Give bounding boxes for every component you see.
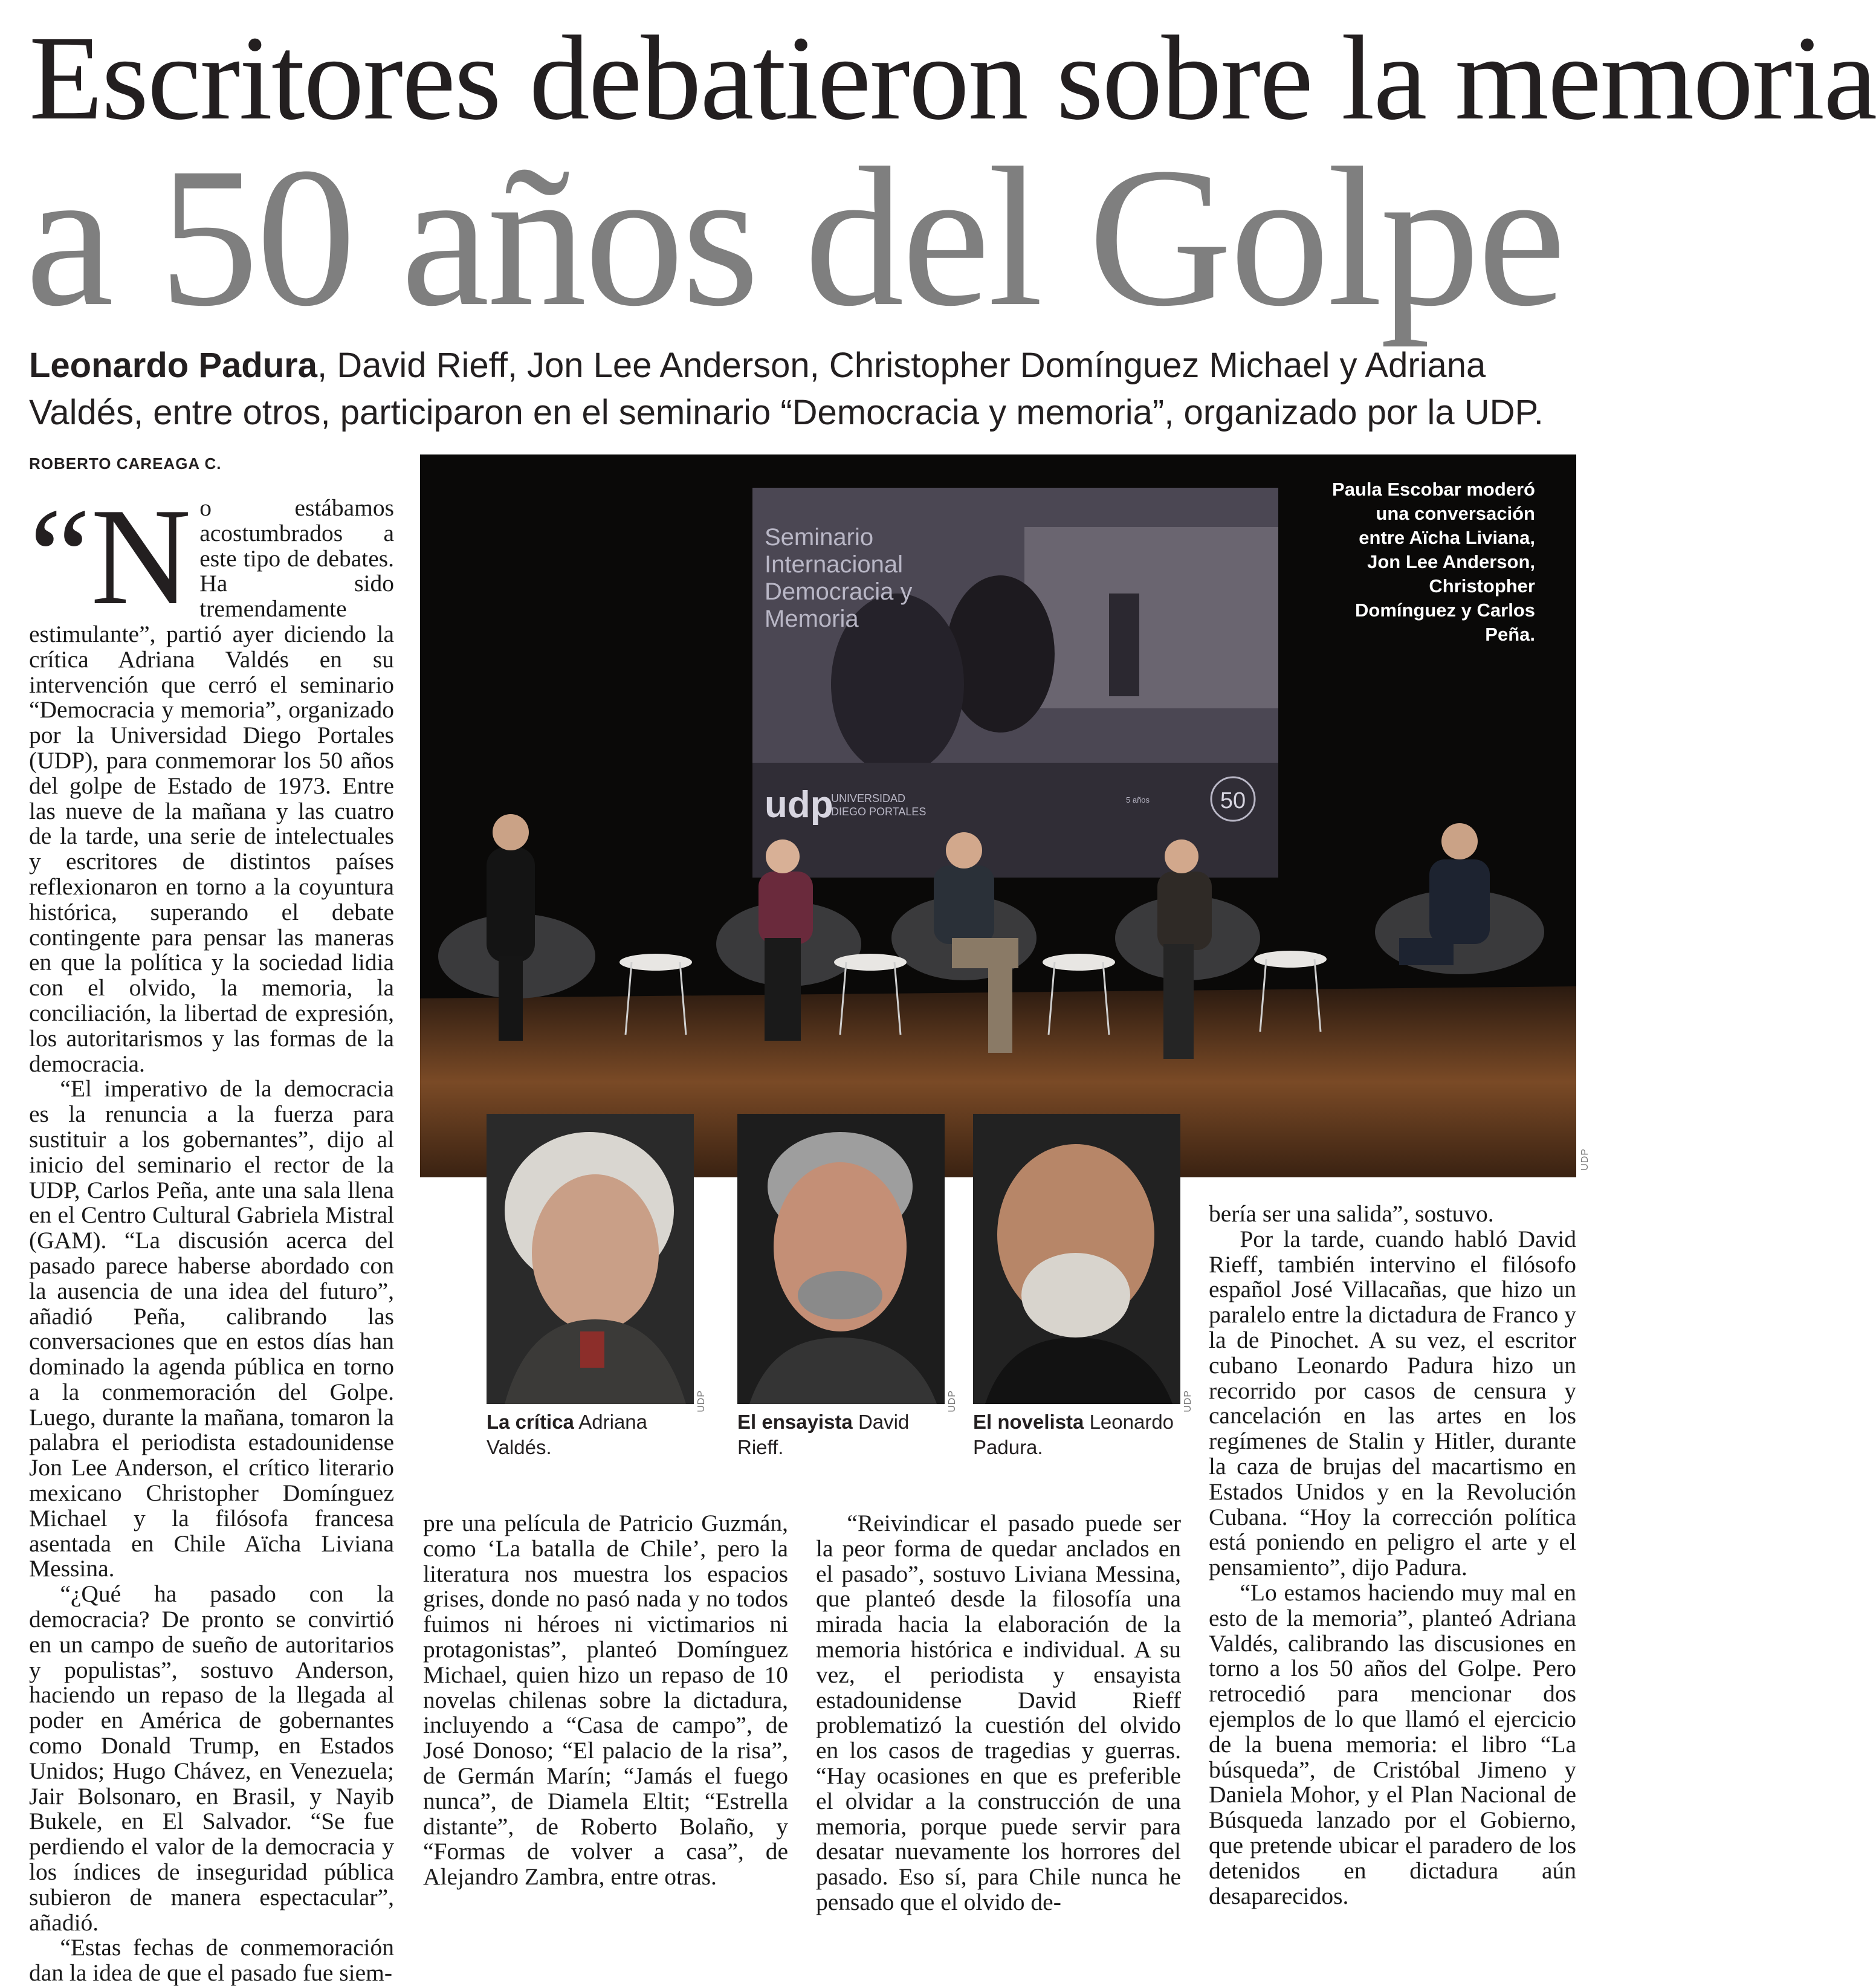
screen-small-text: 5 años (1126, 795, 1150, 804)
paragraph: o estábamos acostumbrados a este tipo de debates. Ha sido tremendamente estimulante”, partió ayer diciendo la crítica Adriana Valdés en su intervención que cerró el seminario “Democracia y memoria”, organizado por la Universidad Diego Portales (UDP), para conmemorar los 50 años del golpe de Estado de 1973. Entre las nueve de la mañana y las cuatro de la tarde, una serie de intelectuales y escritores de distintos países reflexionaron en torno a la coyuntura histórica, superando el debate contingente para pensar las maneras en que la política y la sociedad lidia con el olvido, la memoria, la conciliación, la libertad de expresión, los autoritarismos y las formas de la democracia. (29, 494, 394, 1077)
article-column-1 (29, 479, 394, 1986)
portrait-caption (487, 1409, 704, 1460)
portrait-caption (973, 1409, 1191, 1460)
screen-title-4: Memoria (765, 606, 859, 632)
portrait-role: La crítica (487, 1411, 574, 1433)
portrait-david-rieff (737, 1114, 945, 1404)
screen-logo-sub2: DIEGO PORTALES (831, 806, 927, 818)
portrait-leonardo-padura (973, 1114, 1180, 1404)
lead-paragraph (29, 479, 394, 1077)
paragraph: “Lo estamos haciendo muy mal en esto de la memoria”, planteó Adriana Valdés, calibrando las discusiones en torno a los 50 años del Golpe. Pero retrocedió para mencionar dos ejemplos de lo que llamó el ejercicio de la buena memoria: el libro “La búsqueda”, de Cristóbal Jimeno y Daniela Mohor, y el Plan Nacional de Búsqueda lanzado por el Gobierno, que pretende ubicar el paradero de los detenidos en dictadura aún desaparecidos. (1209, 1579, 1576, 1909)
drop-cap (29, 479, 192, 633)
drop-cap-letter: N (91, 479, 192, 633)
paragraph: “El imperativo de la democracia es la renuncia a la fuerza para sustituir a los gobernantes”, dijo al inicio del seminario el rector de la UDP, Carlos Peña, ante una sala llena en el Centro Cultural Gabriela Mistral (GAM). “La discusión acerca del pasado parece haberse abordado con la ausencia de una idea del futuro”, añadió Peña, calibrando las conversaciones que en estos días han dominado la agenda pública en torno a la conmemoración del Golpe. Luego, durante la mañana, tomaron la palabra el periodista estadounidense Jon Lee Anderson, el crítico literario mexicano Christopher Domínguez Michael y la filósofa francesa asentada en Chile Aïcha Liviana Messina. (29, 1075, 394, 1582)
paragraph: bería ser una salida”, sostuvo. (1209, 1200, 1494, 1227)
portrait-role: El novelista (973, 1411, 1084, 1433)
article-column-4 (1209, 1202, 1576, 1909)
portrait-name: David Rieff. (737, 1411, 910, 1458)
drop-cap-quote: “ (29, 479, 91, 633)
portrait-adriana-valdes (487, 1114, 694, 1404)
screen-title-3: Democracia y (765, 578, 913, 605)
paragraph: pre una película de Patricio Guzmán, como ‘La batalla de Chile’, pero la literatura nos muestra los espacios grises, donde no pasó nada y no todos fuimos ni héroes ni victimarios ni protagonistas”, planteó Domínguez Michael, quien hizo un repaso de 10 novelas chilenas sobre la dictadura, incluyendo a “Casa de campo”, de José Donoso; “El palacio de la risa”, de Germán Marín; “Jamás el fuego nunca”, de Diamela Eltit; “Estrella distante”, de Roberto Bolaño, y “Formas de volver a casa”, de Alejandro Zambra, entre otras. (423, 1510, 788, 1891)
headline-line-2: a 50 años del Golpe (25, 127, 1564, 348)
screen-logo-sub1: UNIVERSIDAD (831, 792, 906, 804)
portrait-role: El ensayista (737, 1411, 853, 1433)
paragraph: “¿Qué ha pasado con la democracia? De pronto se convirtió en un campo de sueño de autoritarios y populistas”, sostuvo Anderson, haciendo un repaso de la llegada al poder en América de gobernantes como Donald Trump, en Estados Unidos; Hugo Chávez, en Venezuela; Jair Bolsonaro, en Brasil, y Nayib Bukele, en El Salvador. “Se fue perdiendo el valor de la democracia y los índices de inseguridad pública subieron de manera espectacular”, añadió. (29, 1580, 394, 1936)
byline: ROBERTO CAREAGA C. (29, 454, 222, 473)
screen-title-1: Seminario (765, 524, 874, 551)
screen-logo: udp (765, 784, 833, 826)
main-photo-credit: UDP (1580, 1148, 1590, 1171)
screen-title-2: Internacional (765, 551, 904, 578)
screen-figure (946, 575, 1055, 733)
portrait-credit: UDP (696, 1390, 707, 1412)
portrait-credit: UDP (947, 1390, 957, 1412)
main-photo-caption: Paula Escobar moderó una conversación entre Aïcha Liviana, Jon Lee Anderson, Christopher Domínguez y Carlos Peña. (1332, 479, 1535, 645)
portrait-name: Leonardo Padura. (973, 1411, 1174, 1458)
portrait-name: Adriana Valdés. (487, 1411, 648, 1458)
deck-lead: Leonardo Padura (29, 346, 317, 385)
article-column-3 (816, 1511, 1181, 1915)
deck (29, 342, 1576, 436)
paragraph: “Estas fechas de conmemoración dan la idea de que el pasado fue siem- (29, 1934, 394, 1986)
headline-line-1: Escritores debatieron sobre la memoria (29, 11, 1876, 145)
paragraph: “Reivindicar el pasado puede ser la peor forma de quedar anclados en el pasado”, sostuvo Liviana Messina, que planteó desde la filosofía una mirada hacia la elaboración de la memoria histórica e individual. A su vez, el periodista y ensayista estadounidense David Rieff problematizó la cuestión del olvido en los casos de tragedias y guerras. “Hay ocasiones en que es preferible el olvidar a la construcción de una memoria, porque puede servir para desatar nuevamente los horrores del pasado. Eso sí, para Chile nunca he pensado que el olvido de- (816, 1510, 1181, 1915)
portrait-caption (737, 1409, 955, 1460)
article-column-2 (423, 1511, 788, 1890)
paragraph: Por la tarde, cuando habló David Rieff, también intervino el filósofo español José Villacañas, que hizo un paralelo entre la dictadura de Franco y la de Pinochet. A su vez, el escritor cubano Leonardo Padura hizo un recorrido por casos de censura y cancelación en las artes en los regímenes de Stalin y Hitler, durante la caza de brujas del macartismo en Estados Unidos y en la Revolución Cubana. “Hoy la corrección política está poniendo en peligro el arte y el pensamiento”, dijo Padura. (1209, 1225, 1576, 1581)
deck-rest: , David Rieff, Jon Lee Anderson, Christopher Domínguez Michael y Adriana Valdés, entre otros, participaron en el seminario “Democracia y memoria”, organizado por la UDP. (29, 346, 1544, 432)
portrait-credit: UDP (1183, 1390, 1193, 1412)
screen-badge: 50 (1220, 788, 1246, 813)
